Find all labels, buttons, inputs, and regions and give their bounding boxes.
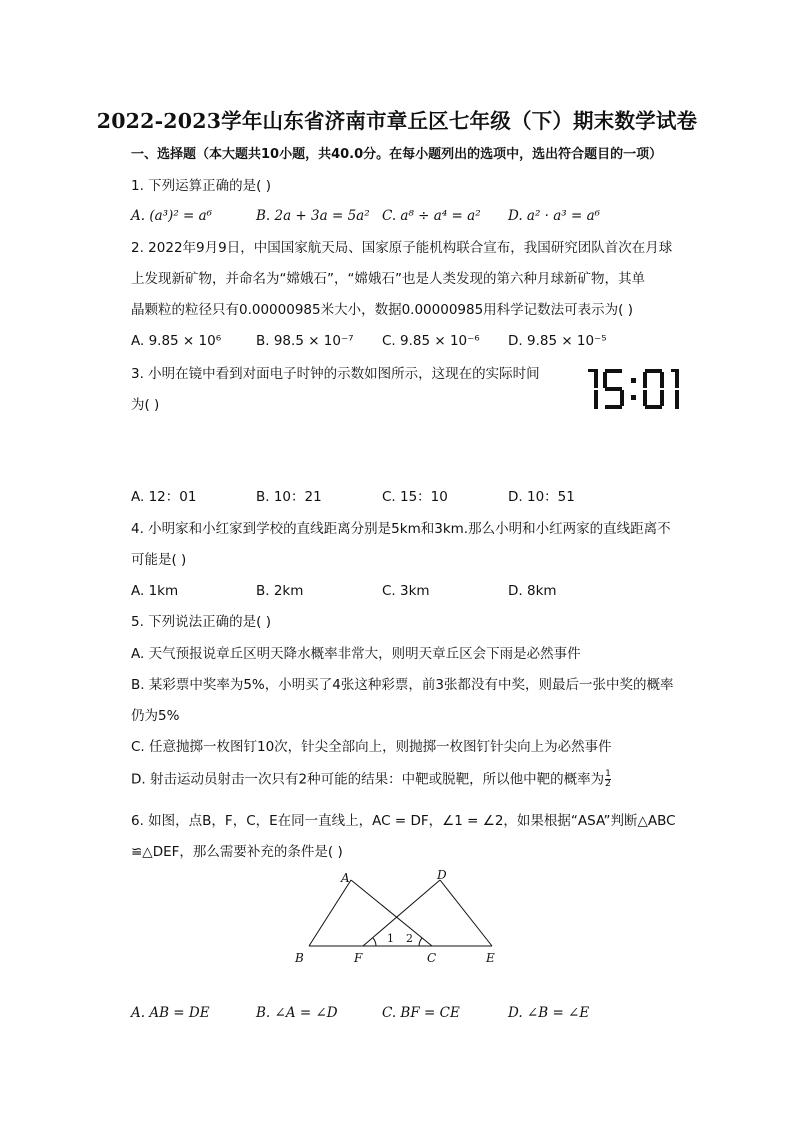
label-d: D [437, 868, 447, 882]
segment-ab [309, 880, 351, 946]
q6-stem-line2: ≌△DEF，那么需要补充的条件是( ) [131, 844, 343, 860]
q1-stem: 1. 下列运算正确的是( ) [131, 178, 271, 194]
mirrored-clock-figure [585, 366, 691, 412]
q2-stem-line1: 2. 2022年9月9日，中国国家航天局、国家原子能机构联合宣布，我国研究团队首次在月球 [131, 240, 673, 256]
angle-1-arc [373, 938, 376, 946]
fraction-one-half [605, 770, 611, 789]
q2-option-d: D. 9.85 × 10⁻⁵ [508, 333, 607, 349]
q5-stem: 5. 下列说法正确的是( ) [131, 614, 271, 630]
q4-option-c: C. 3km [382, 583, 430, 599]
q3-option-c: C. 15：10 [382, 489, 448, 505]
q1-option-a: A. (a³)² = a⁶ [131, 208, 213, 224]
label-a: A [341, 871, 350, 885]
q5-option-c: C. 任意抛掷一枚图钉10次，针尖全部向上，则抛掷一枚图钉针尖向上为必然事件 [131, 739, 612, 755]
q6-option-b: B. ∠A = ∠D [256, 1005, 338, 1021]
q3-stem-line2: 为( ) [131, 397, 160, 413]
q3-option-b: B. 10：21 [256, 489, 322, 505]
q2-option-c: C. 9.85 × 10⁻⁶ [382, 333, 480, 349]
q4-option-b: B. 2km [256, 583, 304, 599]
label-angle-1: 1 [387, 932, 394, 945]
q1-option-b: B. 2a + 3a = 5a² [256, 208, 370, 224]
q2-stem-line2: 上发现新矿物，并命名为“嫦娥石”，“嫦娥石”也是人类发现的第六种月球新矿物，其单 [131, 271, 645, 287]
angle-2-arc [419, 938, 422, 946]
page-title: 2022-2023学年山东省济南市章丘区七年级（下）期末数学试卷 [96, 109, 698, 133]
q5-option-b-line1: B. 某彩票中奖率为5%，小明买了4张这种彩票，前3张都没有中奖，则最后一张中奖的概率 [131, 677, 674, 693]
q3-option-d: D. 10：51 [508, 489, 575, 505]
q6-stem-line1: 6. 如图，点B，F，C，E在同一直线上，AC = DF，∠1 = ∠2，如果根据“ASA”判断△ABC [131, 813, 676, 829]
q5-option-a: A. 天气预报说章丘区明天降水概率非常大，则明天章丘区会下雨是必然事件 [131, 646, 581, 662]
q3-stem-line1: 3. 小明在镜中看到对面电子时钟的示数如图所示，这现在的实际时间 [131, 366, 540, 382]
label-b: B [295, 951, 304, 965]
q6-option-c: C. BF = CE [382, 1005, 460, 1021]
q4-stem-line1: 4. 小明家和小红家到学校的直线距离分别是5km和3km.那么小明和小红两家的直线距离不 [131, 521, 671, 537]
q4-option-a: A. 1km [131, 583, 179, 599]
q1-option-c: C. a⁸ ÷ a⁴ = a² [382, 208, 481, 224]
label-angle-2: 2 [406, 932, 413, 945]
fraction-numerator: 1 [605, 769, 611, 779]
q1-option-d: D. a² · a³ = a⁶ [508, 208, 601, 224]
q3-option-a: A. 12：01 [131, 489, 197, 505]
q6-option-a: A. AB = DE [131, 1005, 210, 1021]
q2-option-b: B. 98.5 × 10⁻⁷ [256, 333, 354, 349]
section-heading: 一、选择题（本大题共10小题，共40.0分。在每小题列出的选项中，选出符合题目的一项） [131, 147, 663, 162]
label-f: F [354, 951, 363, 965]
label-c: C [427, 951, 437, 965]
label-e: E [486, 951, 495, 965]
q2-option-a: A. 9.85 × 10⁶ [131, 333, 222, 349]
q6-option-d: D. ∠B = ∠E [508, 1005, 590, 1021]
q4-option-d: D. 8km [508, 583, 557, 599]
segment-fd [363, 880, 440, 946]
q5-option-d [131, 770, 611, 789]
q4-stem-line2: 可能是( ) [131, 552, 187, 568]
q2-stem-line3: 晶颗粒的粒径只有0.00000985米大小，数据0.00000985用科学记数法可表示为( ) [131, 302, 634, 318]
segment-de [440, 880, 492, 946]
q5-option-b-line2: 仍为5% [131, 708, 180, 724]
triangle-figure [290, 862, 510, 966]
q5-option-d-text: D. 射击运动员射击一次只有2种可能的结果：中靶或脱靶，所以他中靶的概率为 [131, 771, 605, 788]
fraction-denominator: 2 [605, 779, 611, 789]
